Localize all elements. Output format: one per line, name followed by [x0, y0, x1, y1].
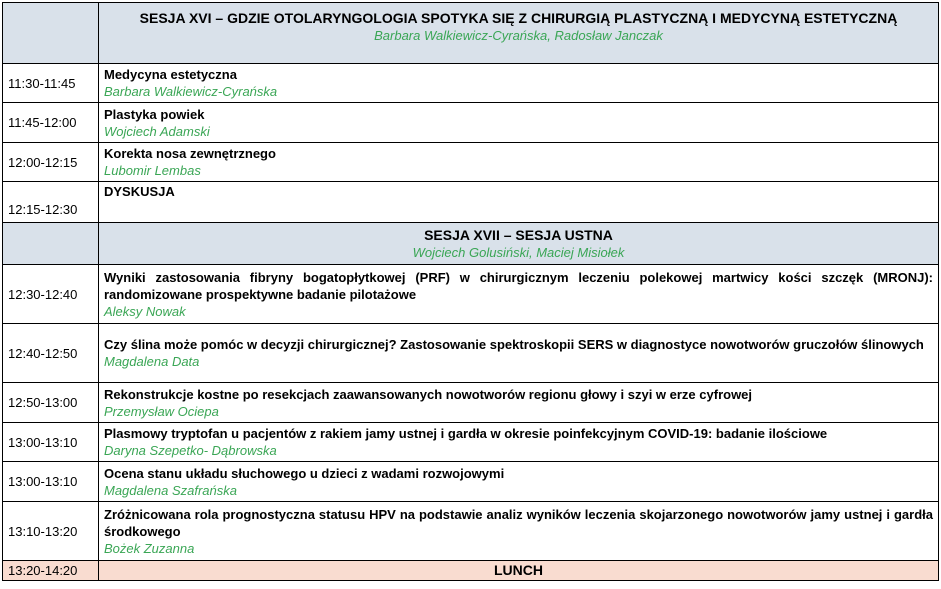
talk-cell	[99, 502, 939, 561]
talk-speaker: Magdalena Szafrańska	[104, 482, 237, 498]
talk-cell	[99, 64, 939, 103]
talk-title: Rekonstrukcje kostne po resekcjach zaawansowanych nowotworów regionu głowy i szyi w erze cyfrowej	[104, 386, 753, 402]
talk-speaker: Wojciech Adamski	[104, 123, 210, 139]
talk-time: 11:45-12:00	[3, 103, 99, 143]
talk-cell	[99, 462, 939, 502]
talk-cell	[99, 383, 939, 423]
table-row	[3, 265, 939, 324]
talk-title: Ocena stanu układu słuchowego u dzieci z wadami rozwojowymi	[104, 465, 505, 481]
talk-title: Korekta nosa zewnętrznego	[104, 146, 276, 161]
session-title-cell	[99, 223, 939, 265]
talk-title: DYSKUSJA	[104, 184, 175, 199]
table-row	[3, 182, 939, 223]
talk-cell	[99, 324, 939, 383]
program-table	[2, 2, 939, 581]
talk-title: Wyniki zastosowania fibryny bogatopłytkowej (PRF) w chirurgicznym leczeniu polekowej martwicy kości szczęk (MRONJ): randomizowane prospektywne badanie pilotażowe	[104, 269, 933, 302]
talk-speaker: Przemysław Ociepa	[104, 403, 219, 419]
session-chairs: Barbara Walkiewicz-Cyrańska, Radosław Janczak	[374, 28, 663, 43]
table-row	[3, 502, 939, 561]
talk-cell	[99, 265, 939, 324]
talk-speaker: Aleksy Nowak	[104, 303, 186, 319]
lunch-time: 13:20-14:20	[3, 561, 99, 581]
talk-cell	[99, 103, 939, 143]
talk-cell	[99, 182, 939, 223]
lunch-label: LUNCH	[99, 561, 939, 581]
lunch-row	[3, 561, 939, 581]
talk-speaker: Daryna Szepetko- Dąbrowska	[104, 443, 277, 458]
talk-time: 12:30-12:40	[3, 265, 99, 324]
talk-time: 11:30-11:45	[3, 64, 99, 103]
talk-time: 12:50-13:00	[3, 383, 99, 423]
table-row	[3, 64, 939, 103]
talk-title: Plastyka powiek	[104, 106, 205, 122]
table-row	[3, 143, 939, 182]
talk-cell	[99, 143, 939, 182]
talk-title: Plasmowy tryptofan u pacjentów z rakiem jamy ustnej i gardła w okresie poinfekcyjnym COVID-19: badanie ilościowe	[104, 426, 828, 441]
table-row	[3, 462, 939, 502]
talk-speaker: Bożek Zuzanna	[104, 540, 195, 556]
session-title-cell	[99, 3, 939, 64]
talk-cell	[99, 423, 939, 462]
talk-speaker: Lubomir Lembas	[104, 163, 201, 178]
session-header	[3, 3, 939, 64]
talk-title: Czy ślina może pomóc w decyzji chirurgicznej? Zastosowanie spektroskopii SERS w diagnostyce nowotworów gruczołów ślinowych	[104, 337, 924, 352]
table-row	[3, 324, 939, 383]
session-title: SESJA XVI – GDZIE OTOLARYNGOLOGIA SPOTYKA SIĘ Z CHIRURGIĄ PLASTYCZNĄ I MEDYCYNĄ ESTETYCZNĄ	[139, 10, 898, 26]
talk-title: Zróżnicowana rola prognostyczna statusu HPV na podstawie analiz wyników leczenia skojarzonego nowotworów jamy ustnej i gardła środkowego	[104, 506, 933, 539]
talk-time: 13:00-13:10	[3, 462, 99, 502]
talk-title: Medycyna estetyczna	[104, 67, 237, 82]
talk-speaker: Magdalena Data	[104, 354, 200, 369]
table-row	[3, 103, 939, 143]
session-time-cell	[3, 3, 99, 64]
talk-time: 12:00-12:15	[3, 143, 99, 182]
session-chairs: Wojciech Golusiński, Maciej Misiołek	[412, 245, 625, 260]
talk-time: 12:15-12:30	[3, 182, 99, 223]
talk-time: 13:10-13:20	[3, 502, 99, 561]
talk-time: 12:40-12:50	[3, 324, 99, 383]
session-time-cell	[3, 223, 99, 265]
table-row	[3, 423, 939, 462]
session-header	[3, 223, 939, 265]
talk-speaker: Barbara Walkiewicz-Cyrańska	[104, 84, 278, 99]
session-title: SESJA XVII – SESJA USTNA	[424, 227, 613, 243]
talk-time: 13:00-13:10	[3, 423, 99, 462]
table-row	[3, 383, 939, 423]
